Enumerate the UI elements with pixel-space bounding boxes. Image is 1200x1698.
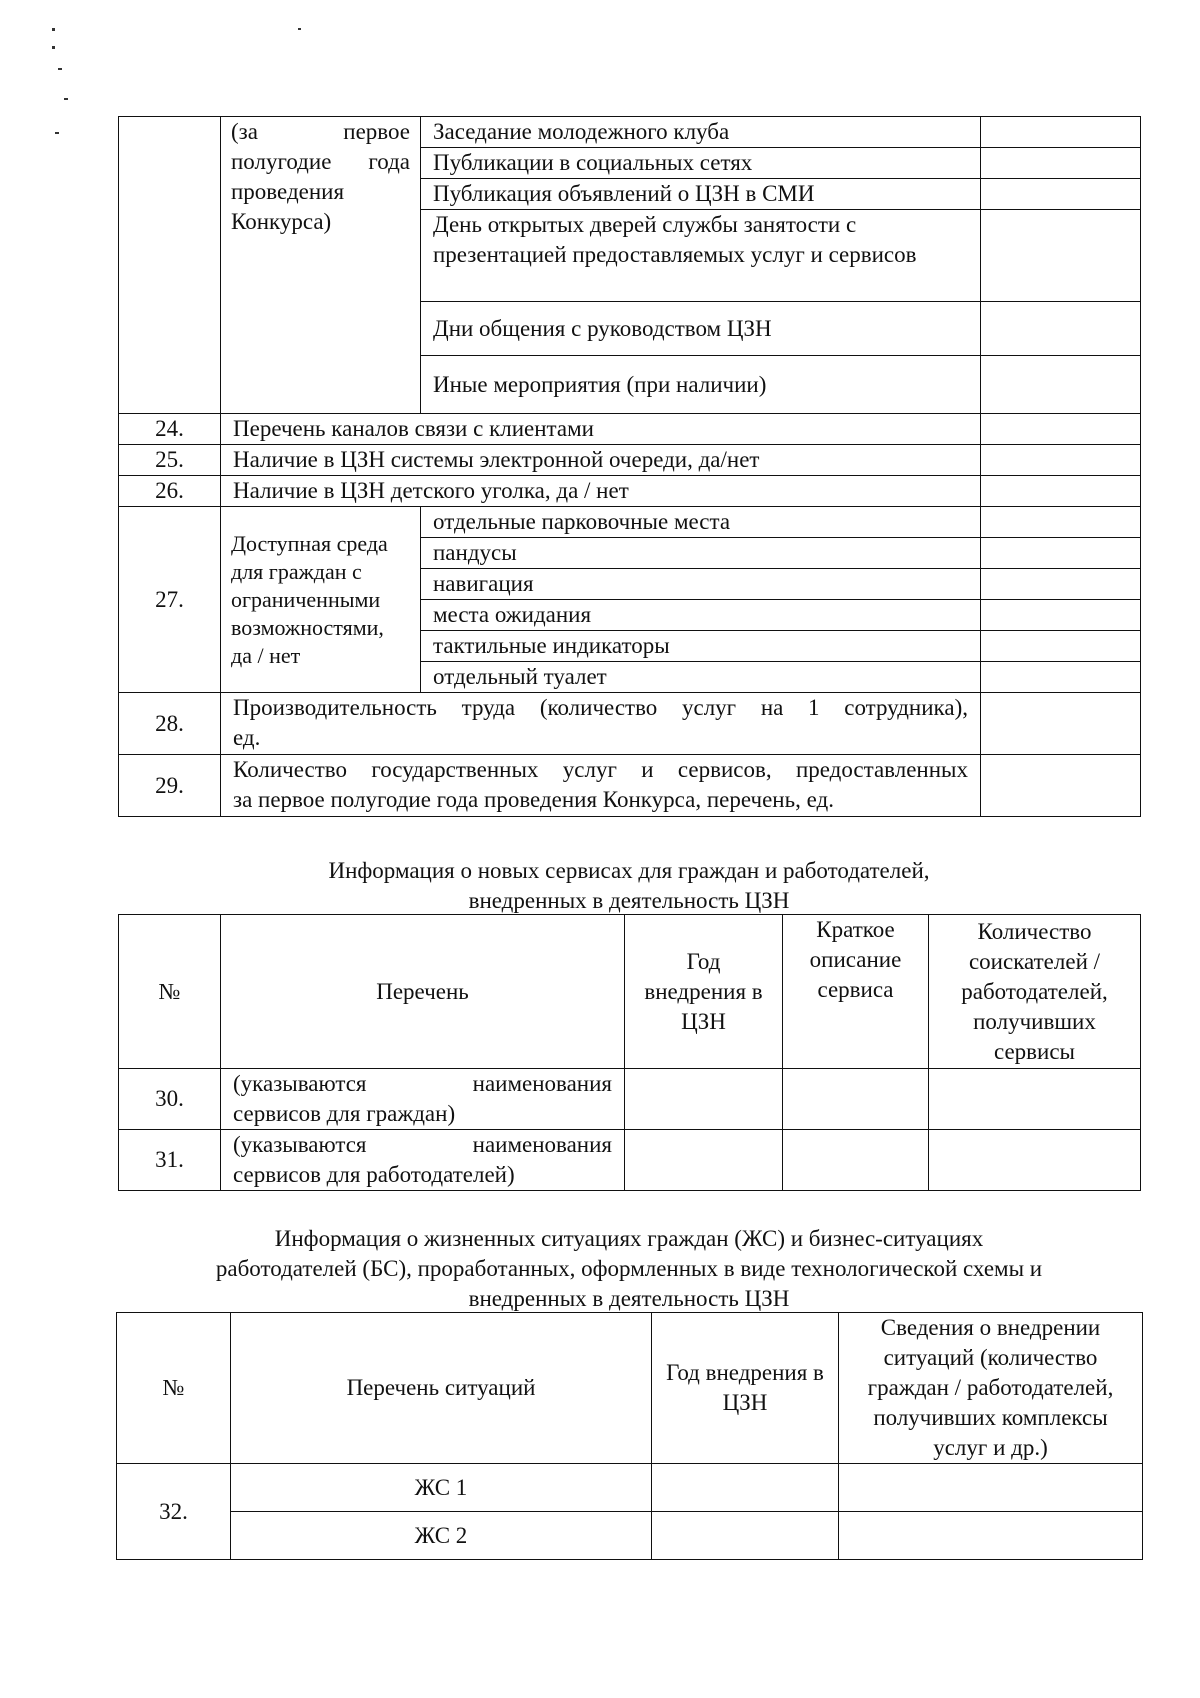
section-caption-life-situations [116,1224,1142,1314]
indicator-text-line: за первое полугодие года проведения Конкурса, перечень, ед. [233,787,834,812]
caption-line: Информация о жизненных ситуациях граждан (ЖС) и бизнес-ситуациях [274,1226,984,1251]
event-cell: Публикация объявлений о ЦЗН в СМИ [421,179,981,210]
value-cell[interactable] [981,507,1141,538]
event-cell: Публикации в социальных сетях [421,148,981,179]
service-text-line: сервисов для граждан) [233,1101,456,1126]
value-cell[interactable] [929,1069,1141,1130]
value-cell[interactable] [981,302,1141,356]
service-text [221,1069,625,1130]
value-cell[interactable] [981,693,1141,755]
situation-item: ЖС 2 [231,1512,652,1560]
situation-item: ЖС 1 [231,1464,652,1512]
indicators-table [118,116,1141,817]
value-cell[interactable] [652,1512,839,1560]
value-cell[interactable] [981,356,1141,414]
value-cell[interactable] [981,600,1141,631]
row-number: 27. [119,507,221,693]
value-cell[interactable] [839,1512,1143,1560]
value-cell[interactable] [625,1069,783,1130]
indicator-text [221,755,981,817]
header-year: Год внедрения в ЦЗН [652,1313,839,1464]
value-cell[interactable] [981,148,1141,179]
section-caption-new-services [118,856,1140,916]
value-cell[interactable] [981,117,1141,148]
period-label-cell [221,117,421,414]
value-cell[interactable] [783,1130,929,1191]
period-label-line: Конкурса) [231,209,332,234]
row-number: 24. [119,414,221,445]
caption-line: работодателей (БС), проработанных, оформленных в виде технологической схемы и [215,1256,1043,1281]
event-cell: Иные мероприятия (при наличии) [421,356,981,414]
value-cell[interactable] [929,1130,1141,1191]
period-label-line: проведения [231,179,345,204]
header-count: Количество соискателей / работодателей, получивших сервисы [929,915,1141,1069]
scan-mark [52,28,55,31]
period-label-line: (за первое [231,119,410,144]
indicator-text: Перечень каналов связи с клиентами [221,414,981,445]
indicator-text-line: Количество государственных услуг и сервисов, предоставленных [233,757,968,782]
value-cell[interactable] [839,1464,1143,1512]
accessibility-item: отдельные парковочные места [421,507,981,538]
caption-line: внедренных в деятельность ЦЗН [468,888,790,913]
header-implementation-info: Сведения о внедрении ситуаций (количество граждан / работодателей, получивших комплексы услуг и др.) [839,1313,1143,1464]
row-number-cell [119,117,221,414]
row-number: 25. [119,445,221,476]
period-label-line: полугодие года [231,149,410,174]
value-cell[interactable] [625,1130,783,1191]
row-number: 26. [119,476,221,507]
value-cell[interactable] [981,179,1141,210]
accessibility-item: места ожидания [421,600,981,631]
accessibility-item: пандусы [421,538,981,569]
header-list: Перечень [221,915,625,1069]
scan-mark [58,68,62,70]
scan-mark [298,28,301,30]
header-number: № [119,915,221,1069]
service-text-line: (указываются наименования [233,1132,612,1157]
service-text-line: (указываются наименования [233,1071,612,1096]
row-number: 30. [119,1069,221,1130]
indicator-text: Наличие в ЦЗН детского уголка, да / нет [221,476,981,507]
indicator-text-line: Производительность труда (количество услуг на 1 сотрудника), [233,695,968,720]
value-cell[interactable] [981,414,1141,445]
indicator-text-line: ед. [233,725,261,750]
indicator-text [221,693,981,755]
caption-line: внедренных в деятельность ЦЗН [468,1286,790,1311]
value-cell[interactable] [652,1464,839,1512]
value-cell[interactable] [981,662,1141,693]
header-description: Краткое описание сервиса [783,915,929,1069]
header-number: № [117,1313,231,1464]
scan-mark [55,132,59,134]
row-number: 29. [119,755,221,817]
accessibility-item: навигация [421,569,981,600]
scan-mark [64,98,68,100]
life-situations-table [116,1312,1143,1560]
value-cell[interactable] [981,755,1141,817]
header-year: Год внедрения в ЦЗН [625,915,783,1069]
value-cell[interactable] [981,569,1141,600]
row-number: 31. [119,1130,221,1191]
scan-mark [52,46,55,49]
event-cell: Дни общения с руководством ЦЗН [421,302,981,356]
row-number: 28. [119,693,221,755]
new-services-table [118,914,1141,1191]
value-cell[interactable] [981,445,1141,476]
caption-line: Информация о новых сервисах для граждан и работодателей, [328,858,930,883]
value-cell[interactable] [981,210,1141,302]
indicator-text: Наличие в ЦЗН системы электронной очереди, да/нет [221,445,981,476]
value-cell[interactable] [981,631,1141,662]
value-cell[interactable] [981,538,1141,569]
accessibility-label: Доступная среда для граждан с ограниченными возможностями, да / нет [221,507,421,693]
accessibility-item: отдельный туалет [421,662,981,693]
service-text-line: сервисов для работодателей) [233,1162,515,1187]
service-text [221,1130,625,1191]
value-cell[interactable] [981,476,1141,507]
header-situations-list: Перечень ситуаций [231,1313,652,1464]
value-cell[interactable] [783,1069,929,1130]
row-number: 32. [117,1464,231,1560]
event-cell: День открытых дверей службы занятости с презентацией предоставляемых услуг и сервисов [421,210,981,302]
event-cell: Заседание молодежного клуба [421,117,981,148]
accessibility-item: тактильные индикаторы [421,631,981,662]
